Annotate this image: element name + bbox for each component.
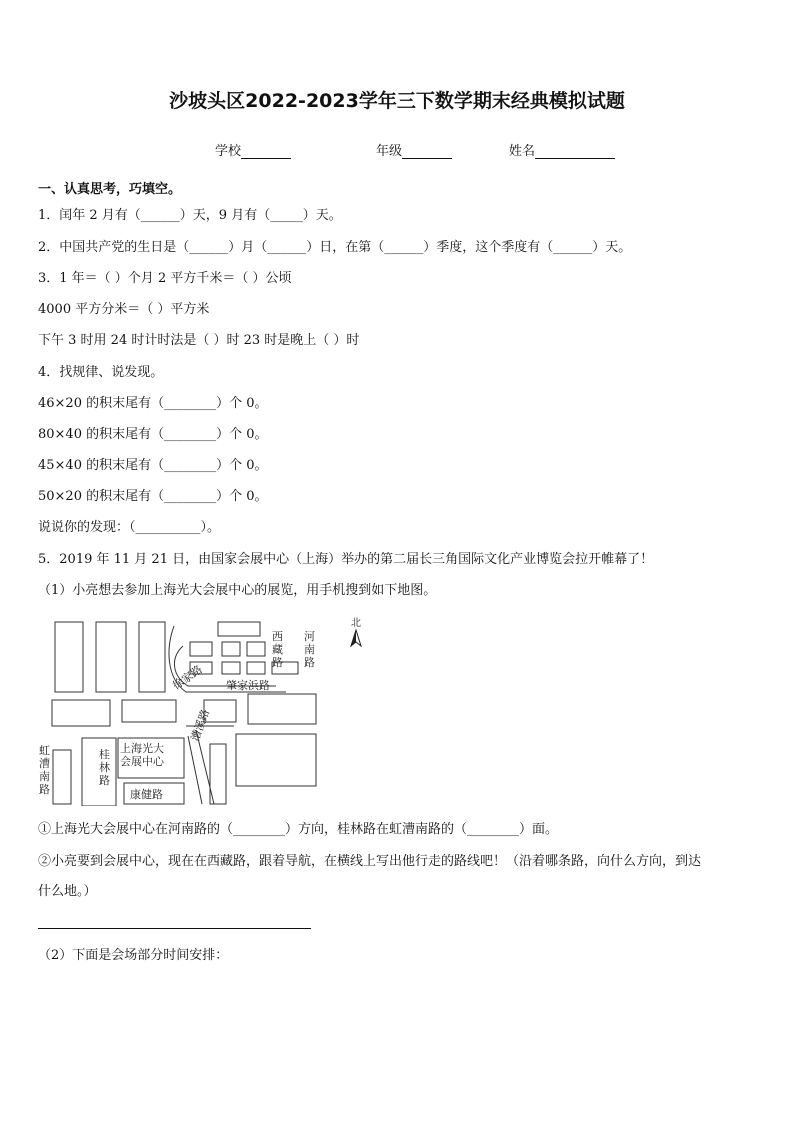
school-label: 学校: [215, 144, 242, 159]
map-block: [139, 622, 165, 692]
school-blank[interactable]: [241, 144, 291, 159]
map-label-caoxi: 漕溪路: [188, 707, 213, 744]
grade-label: 年级: [376, 144, 403, 159]
question-5-1b-cont: 什么地。）: [38, 884, 97, 899]
map-label-guilin: 桂林路: [99, 748, 110, 787]
question-2: 2．中国共产党的生日是（______）月（______）日，在第（______）季度，这个季度有（______）天。: [38, 240, 632, 255]
map-block: [53, 750, 71, 804]
page-title: 沙坡头区2022-2023学年三下数学期末经典模拟试题: [169, 90, 625, 112]
map-label-xizang: 西藏路: [272, 630, 283, 669]
map-label-xujia: 徐家路: [170, 662, 205, 693]
map-block: [52, 700, 110, 726]
map-block: [222, 642, 240, 656]
question-5: 5．2019 年 11 月 21 日，由国家会展中心（上海）举办的第二届长三角国际文化产业博览会拉开帷幕了！: [38, 552, 654, 567]
name-label: 姓名: [509, 144, 536, 159]
question-4b: 80×40 的积末尾有（________）个 0。: [38, 427, 268, 442]
question-5-2: （2）下面是会场部分时间安排：: [38, 948, 229, 963]
map-block: [190, 642, 212, 656]
map-label-henan: 河南路: [304, 630, 315, 669]
map-block: [247, 642, 265, 656]
question-4e: 说说你的发现：（__________）。: [38, 520, 221, 535]
question-4d: 50×20 的积末尾有（________）个 0。: [38, 489, 268, 504]
question-5-1a-text: 上海光大会展中心在河南路的（________）方向，桂林路在虹漕南路的（________）面。: [51, 822, 559, 837]
school-field: [215, 140, 291, 159]
north-arrow-icon: [346, 616, 366, 650]
map-label-zhaojiabang: 肇家浜路: [226, 679, 270, 692]
grade-blank[interactable]: [402, 144, 452, 159]
name-blank[interactable]: [535, 144, 615, 159]
map-block: [55, 622, 83, 692]
street-map: [38, 618, 322, 806]
grade-field: [376, 140, 452, 159]
map-block: [96, 622, 126, 692]
marker-1: ①: [38, 822, 52, 837]
map-block: [222, 662, 240, 674]
route-answer-line[interactable]: [38, 928, 311, 929]
marker-2: ②: [38, 854, 52, 869]
map-label-hongcao: 虹漕南路: [39, 744, 50, 796]
question-5-1: （1）小亮想去参加上海光大会展中心的展览，用手机搜到如下地图。: [38, 583, 437, 598]
section-heading: 一、认真思考，巧填空。: [38, 182, 182, 197]
map-block: [248, 694, 316, 724]
map-label-center-line1: 上海光大: [120, 742, 164, 755]
question-4: 4．找规律、说发现。: [38, 365, 164, 380]
map-block: [236, 734, 316, 786]
map-block: [210, 744, 226, 804]
question-5-1b: [38, 854, 701, 870]
map-block: [122, 700, 176, 722]
map-block: [218, 622, 260, 636]
question-3b: 4000 平方分米＝（ ）平方米: [38, 302, 210, 317]
question-5-1a: [38, 822, 558, 838]
name-field: [509, 140, 615, 159]
question-5-1b-text: 小亮要到会展中心，现在在西藏路，跟着导航，在横线上写出他行走的路线吧！（沿着哪条路，向什么方向，到达: [51, 854, 702, 869]
question-3a: 3．1 年＝（ ）个月 2 平方千米＝（ ）公顷: [38, 271, 292, 286]
question-3c: 下午 3 时用 24 时计时法是（ ）时 23 时是晚上（ ）时: [38, 333, 360, 348]
map-block: [247, 662, 265, 674]
question-4c: 45×40 的积末尾有（________）个 0。: [38, 458, 268, 473]
question-1: 1．闰年 2 月有（______）天，9 月有（_____）天。: [38, 208, 342, 223]
map-label-kangjian: 康健路: [130, 788, 163, 801]
map-label-center-line2: 会展中心: [120, 755, 164, 768]
question-4a: 46×20 的积末尾有（________）个 0。: [38, 396, 268, 411]
north-label: 北: [351, 618, 361, 629]
